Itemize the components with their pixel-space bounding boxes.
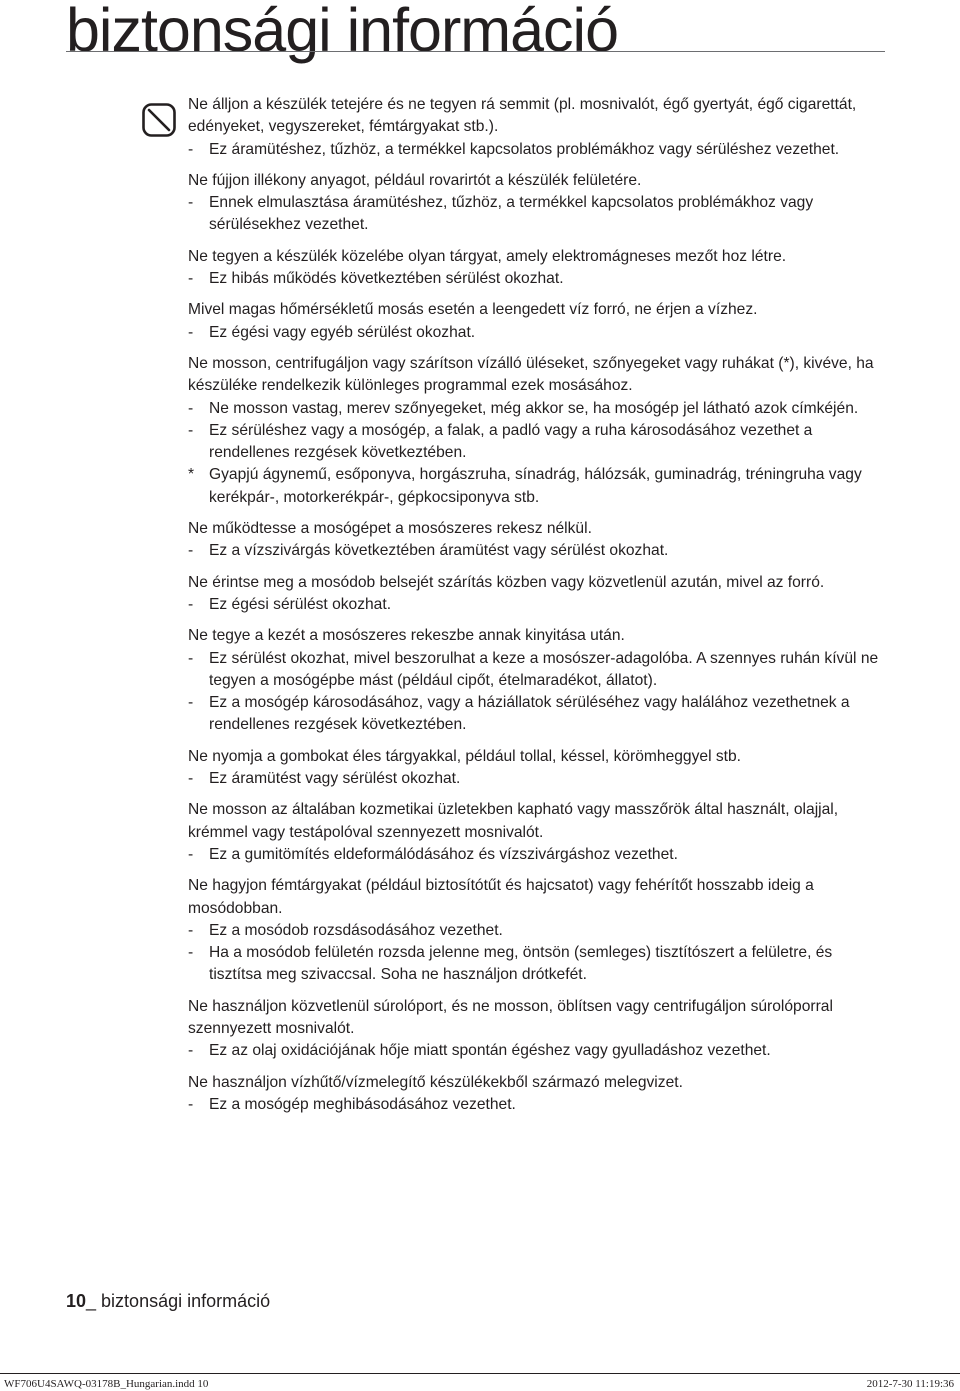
consequence-item: [188, 594, 888, 616]
dash-marker: -: [188, 323, 194, 341]
instruction-block: [188, 746, 888, 791]
instruction-block: [188, 353, 888, 509]
instruction-block: [188, 246, 888, 291]
consequence-item: [188, 192, 888, 237]
consequence-item: [188, 844, 888, 866]
consequence-item: [188, 398, 888, 420]
footer-section-label: _ biztonsági információ: [86, 1291, 271, 1311]
consequence-text: Ez az olaj oxidációjának hője miatt spontán égéshez vagy gyulladáshoz vezethet.: [209, 1042, 771, 1060]
instruction-text: Ne működtesse a mosógépet a mosószeres rekesz nélkül.: [188, 520, 592, 538]
dash-marker: -: [188, 140, 194, 158]
instruction-text: Ne használjon vízhűtő/vízmelegítő készülékekből származó melegvizet.: [188, 1073, 683, 1091]
dash-marker: -: [188, 542, 194, 560]
dash-marker: -: [188, 399, 194, 417]
dash-marker: -: [188, 270, 194, 288]
instruction-block: [188, 625, 888, 736]
dash-marker: -: [188, 1095, 194, 1113]
consequence-text: Ez áramütést vagy sérülést okozhat.: [209, 770, 461, 788]
instruction-text: Ne mosson az általában kozmetikai üzletekben kapható vagy masszőrök által használt, olajjal, krémmel vagy testápolóval szennyezett mosnivalót.: [188, 801, 839, 841]
consequence-item: [188, 322, 888, 344]
instruction-block: [188, 1072, 888, 1117]
instruction-text: Ne használjon közvetlenül súrolóport, és ne mosson, öblítsen vagy centrifugáljon súrolóporral szennyezett mosnivalót.: [188, 997, 833, 1037]
consequence-text: Ez a mosógép károsodásához, vagy a háziállatok sérüléséhez vagy halálához vezethetnek a rendellenes rezgések következtében.: [209, 694, 850, 734]
dash-marker: -: [188, 845, 194, 863]
page-title: biztonsági információ: [66, 0, 619, 64]
page-number: 10: [66, 1291, 87, 1311]
instruction-block: [188, 518, 888, 563]
consequence-text: Ez hibás működés következtében sérülést okozhat.: [209, 270, 564, 288]
consequence-item: [188, 1040, 888, 1062]
consequence-item: [188, 420, 888, 465]
dash-marker: -: [188, 194, 194, 212]
instruction-block: [188, 299, 888, 344]
consequence-text: Ez a mosógép meghibásodásához vezethet.: [209, 1095, 516, 1113]
consequence-text: Ez a gumitömítés eldeformálódásához és vízszivárgáshoz vezethet.: [209, 845, 678, 863]
consequence-item: [188, 648, 888, 693]
footnote-marker: *: [188, 466, 195, 484]
print-file-date: 2012-7-30 11:19:36: [866, 1378, 954, 1390]
dash-marker: -: [188, 1042, 194, 1060]
dash-marker: -: [188, 694, 194, 712]
consequence-text: Ne mosson vastag, merev szőnyegeket, még akkor se, ha mosógép jel látható azok címkéjén.: [209, 399, 859, 417]
instruction-text: Ne mosson, centrifugáljon vagy szárítson vízálló üléseket, szőnyegeket vagy ruhákat (*), kivéve, ha készüléke rendelkezik különleges programmal ezek mosásához.: [188, 354, 874, 395]
instruction-text: Mivel magas hőmérsékletű mosás esetén a leengedett víz forró, ne érjen a vízhez.: [188, 301, 758, 319]
print-file-name: WF706U4SAWQ-03178B_Hungarian.indd 10: [4, 1378, 209, 1390]
consequence-text: Ez a mosódob rozsdásodásához vezethet.: [209, 921, 503, 939]
consequence-text: Ennek elmulasztása áramütéshez, tűzhöz, a termékkel kapcsolatos problémákhoz vagy sérülésekhez vezethet.: [209, 194, 814, 234]
instruction-block: [188, 94, 888, 161]
print-slug-divider: [0, 1373, 960, 1374]
consequence-item: [188, 268, 888, 290]
consequence-item: [188, 464, 888, 509]
instruction-text: Ne érintse meg a mosódob belsejét szárítás közben vagy közvetlenül azután, mivel az forró.: [188, 573, 825, 591]
consequence-item: [188, 768, 888, 790]
page-footer: [66, 1291, 270, 1312]
dash-marker: -: [188, 770, 194, 788]
consequence-text: Ez sérülést okozhat, mivel beszorulhat a keze a mosószer-adagolóba. A szennyes ruhán kívül ne tegyen a mosógépbe mást (például cipőt, ételmaradékot, állatot).: [209, 649, 879, 689]
instruction-text: Ne fújjon illékony anyagot, például rovarirtót a készülék felületére.: [188, 171, 642, 189]
consequence-item: [188, 920, 888, 942]
instruction-block: [188, 996, 888, 1063]
consequence-text: Ez áramütéshez, tűzhöz, a termékkel kapcsolatos problémákhoz vagy sérüléshez vezethet.: [209, 140, 840, 158]
consequence-text: Ez a vízszivárgás következtében áramütést vagy sérülést okozhat.: [209, 542, 669, 560]
prohibition-icon: [142, 103, 176, 137]
consequence-text: Ha a mosódob felületén rozsda jelenne meg, öntsön (semleges) tisztítószert a felületre, és tisztítsa meg szivaccsal. Soha ne használjon drótkefét.: [209, 944, 833, 984]
consequence-text: Ez égési sérülést okozhat.: [209, 595, 392, 613]
instruction-text: Ne nyomja a gombokat éles tárgyakkal, például tollal, késsel, körömheggyel stb.: [188, 747, 741, 765]
title-divider: [66, 51, 885, 52]
consequence-item: [188, 139, 888, 161]
dash-marker: -: [188, 649, 194, 667]
dash-marker: -: [188, 595, 194, 613]
consequence-item: [188, 540, 888, 562]
safety-instructions: [188, 94, 888, 1125]
instruction-block: [188, 875, 888, 986]
instruction-block: [188, 799, 888, 866]
instruction-block: [188, 170, 888, 237]
dash-marker: -: [188, 421, 194, 439]
dash-marker: -: [188, 944, 194, 962]
consequence-text: Ez sérüléshez vagy a mosógép, a falak, a padló vagy a ruha károsodásához vezethet a rendellenes rezgések következtében.: [209, 421, 813, 462]
dash-marker: -: [188, 921, 194, 939]
instruction-text: Ne tegye a kezét a mosószeres rekeszbe annak kinyitása után.: [188, 627, 625, 645]
consequence-item: [188, 692, 888, 737]
consequence-text: Gyapjú ágynemű, esőponyva, horgászruha, sínadrág, hálózsák, guminadrág, tréningruha vagy kerékpár-, motorkerékpár-, gépkocsiponyva stb.: [209, 466, 862, 506]
instruction-text: Ne hagyjon fémtárgyakat (például biztosítótűt és hajcsatot) vagy fehérítőt hosszabb ideig a mosódobban.: [188, 877, 814, 917]
consequence-item: [188, 942, 888, 987]
consequence-text: Ez égési vagy egyéb sérülést okozhat.: [209, 323, 476, 341]
consequence-item: [188, 1094, 888, 1116]
instruction-block: [188, 572, 888, 617]
instruction-text: Ne tegyen a készülék közelébe olyan tárgyat, amely elektromágneses mezőt hoz létre.: [188, 247, 787, 265]
instruction-text: Ne álljon a készülék tetejére és ne tegyen rá semmit (pl. mosnivalót, égő gyertyát, égő cigarettát, edényeket, vegyszereket, fémtárgyakat stb.).: [188, 96, 857, 136]
